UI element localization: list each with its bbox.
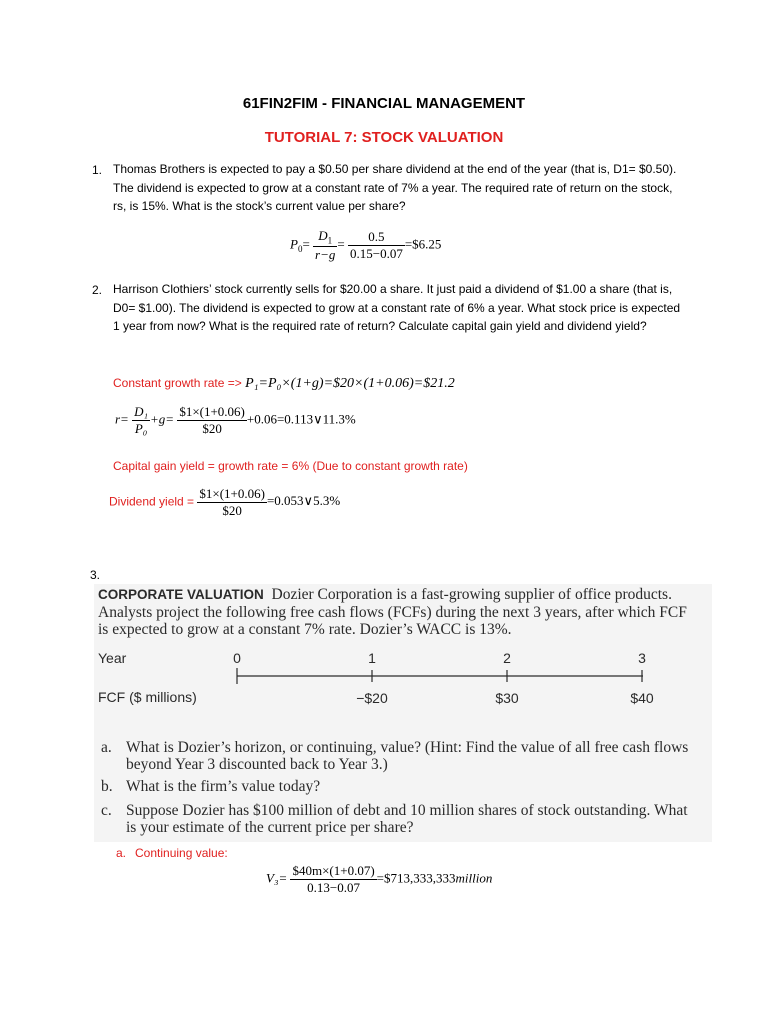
- timeline-year-2: 2: [503, 650, 511, 666]
- q2-growth-label: Constant growth rate =>: [113, 376, 246, 390]
- q3-number: 3.: [90, 568, 101, 582]
- q3-continuing-value-formula: V₃= $\frac{\$40m\times(1+0.07)}{0.13-0.07}$ =$713,333,333million: [266, 863, 493, 895]
- timeline-fcf-1: −$20: [356, 690, 388, 706]
- q1-text: Thomas Brothers is expected to pay a $0.50 per share dividend at the end of the year (that is, D1= $0.50). The dividend is expected to grow at a constant rate of 7% a year. The required rate of return on the stock, rs, is 15%. What is the stock’s current value per share?: [113, 162, 677, 213]
- q2-number: 2.: [92, 283, 103, 297]
- timeline-axis: [230, 666, 650, 686]
- tutorial-title: TUTORIAL 7: STOCK VALUATION: [264, 129, 504, 146]
- q2-growth-formula: P₁=P₀×(1+g)=$20×(1+0.06)=$21.2: [245, 376, 455, 391]
- q1-formula-lhs: P: [290, 236, 298, 252]
- timeline-year-label: Year: [98, 650, 127, 666]
- q3-heading: CORPORATE VALUATION: [98, 587, 264, 602]
- timeline-fcf-2: $30: [495, 690, 519, 706]
- timeline-year-3: 3: [638, 650, 646, 666]
- q3-part-c: c. Suppose Dozier has $100 million of debt and 10 million shares of stock outstanding. What is your estimate of the current price per share?: [101, 802, 688, 836]
- q1-fraction-numeric: $\frac{0.5}{0.15-0.07}$: [349, 228, 403, 261]
- q3-intro-line1: CORPORATE VALUATION Dozier Corporation is a fast-growing supplier of office products.: [98, 586, 672, 603]
- timeline-fcf-3: $40: [630, 690, 654, 706]
- timeline-year-1: 1: [368, 650, 376, 666]
- timeline-year-0: 0: [233, 650, 241, 666]
- q2-dividend-yield-line: Dividend yield = $\frac{\$1\times(1+0.06)}{\$20}$ =0.053∨5.3%: [109, 486, 341, 518]
- q3-intro-line3: is expected to grow at a constant 7% rate. Dozier’s WACC is 13%.: [98, 621, 512, 638]
- document-title: 61FIN2FIM - FINANCIAL MANAGEMENT: [242, 95, 526, 112]
- q2-required-return-result: +0.06=0.113∨11.3%: [246, 411, 356, 427]
- q1-formula: $P_0=$ $\frac{D_1}{r-g}$ = $\frac{0.5}{0.15-0.07}$ =$6.25: [290, 228, 442, 262]
- q3-answer-a-title: Continuing value:: [135, 846, 228, 860]
- q1-fraction-symbolic: $\frac{D_1}{r-g}$: [315, 228, 336, 262]
- q1-number: 1.: [92, 163, 103, 177]
- q2-text: Harrison Clothiers’ stock currently sells for $20.00 a share. It just paid a dividend of $1.00 a share (that is, D0= $1.00). The dividend is expected to grow at a constant rate of 6% a year. What stock price is expected 1 year from now? What is the required rate of return? Calculate capital gain yield and dividend yield?: [113, 282, 681, 333]
- q2-dividend-result: =0.053∨5.3%: [266, 493, 341, 509]
- q3-answer-a-letter: a.: [116, 846, 127, 860]
- q2-required-return-formula: r= $\frac{\text{D₁}}{\text{P₀}}$ +g= $\frac{\$1\times(1+0.06)}{\$20}$ +0.06=0.113∨11.3%: [115, 404, 356, 436]
- q2-growth-line: [113, 374, 455, 392]
- q3-continuing-value-result: =$713,333,333: [376, 870, 456, 886]
- q3-intro-line2: Analysts project the following free cash flows (FCFs) during the next 3 years, after which FCF: [98, 604, 687, 621]
- q1-result: =$6.25: [404, 236, 442, 252]
- q2-capital-gain-yield: Capital gain yield = growth rate = 6% (Due to constant growth rate): [113, 459, 468, 473]
- q3-part-b: b. What is the firm’s value today?: [101, 778, 321, 795]
- q2-dividend-label: Dividend yield =: [109, 494, 198, 509]
- timeline-fcf-label: FCF ($ millions): [98, 689, 197, 705]
- q3-part-a: a. What is Dozier’s horizon, or continuing, value? (Hint: Find the value of all free cash flows beyond Year 3 discounted back to Year 3.): [101, 739, 689, 773]
